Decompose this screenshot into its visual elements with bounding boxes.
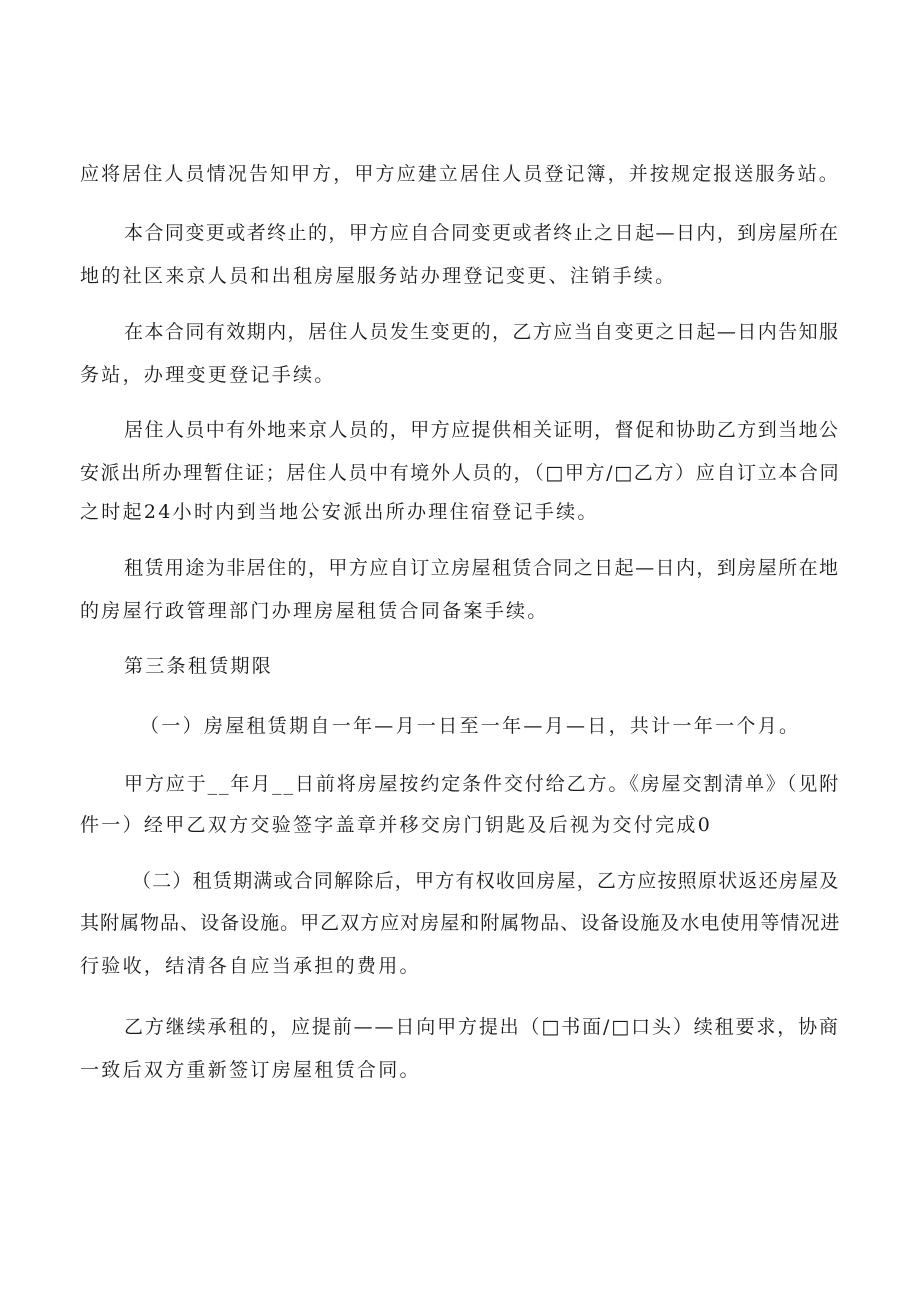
paragraph-line: 地的社区来京人员和出租房屋服务站办理登记变更、注销手续。 (80, 265, 677, 287)
paragraph-line: 务站，办理变更登记手续。 (80, 364, 336, 386)
paragraph-line: 其附属物品、设备设施。甲乙双方应对房屋和附属物品、设备设施及水电使用等情况进 (80, 912, 841, 934)
paragraph-line: （二）租赁期满或合同解除后，甲方有权收回房屋，乙方应按照原状返还房屋及 (132, 870, 840, 892)
paragraph-line: （一）房屋租赁期自一年—月一日至一年—月—日，共计一年一个月。 (140, 715, 801, 737)
paragraph-line: 件一）经甲乙双方交验签字盖章并移交房门钥匙及后视为交付完成0 (80, 814, 713, 836)
paragraph-line: 租赁用途为非居住的，甲方应自订立房屋租赁合同之日起—日内，到房屋所在地 (124, 557, 840, 579)
paragraph-line: 甲方应于__年月__日前将房屋按约定条件交付给乙方。《房屋交割清单》（见附 (124, 773, 841, 795)
paragraph-line: 的房屋行政管理部门办理房屋租赁合同备案手续。 (80, 600, 549, 622)
paragraph-line: 居住人员中有外地来京人员的，甲方应提供相关证明，督促和协助乙方到当地公 (124, 419, 840, 441)
paragraph-line: 在本合同有效期内，居住人员发生变更的，乙方应当自变更之日起—日内告知服 (124, 321, 840, 343)
paragraph-line: 本合同变更或者终止的，甲方应自合同变更或者终止之日起—日内，到房屋所在 (124, 222, 840, 244)
paragraph-line: 安派出所办理暂住证；居住人员中有境外人员的，（□甲方/□乙方）应自订立本合同 (80, 462, 841, 484)
paragraph-line: 行验收，结清各自应当承担的费用。 (80, 955, 421, 977)
paragraph-line: 乙方继续承租的，应提前——日向甲方提出（□书面/□口头）续租要求，协商 (124, 1016, 840, 1038)
paragraph-line: 应将居住人员情况告知甲方，甲方应建立居住人员登记簿，并按规定报送服务站。 (80, 163, 840, 185)
section-heading: 第三条租赁期限 (124, 655, 274, 677)
paragraph-line: 一致后双方重新签订房屋租赁合同。 (80, 1059, 421, 1081)
paragraph-line: 之时起24小时内到当地公安派出所办理住宿登记手续。 (80, 501, 599, 523)
